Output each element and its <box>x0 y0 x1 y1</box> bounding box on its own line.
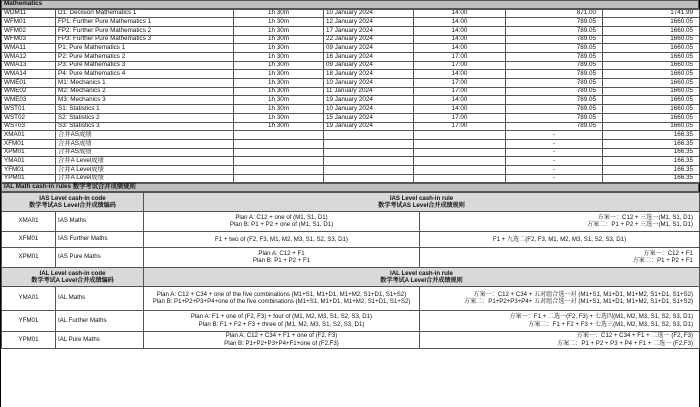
rule-plan-en <box>144 331 420 348</box>
exam-date: 12 January 2024 <box>324 18 414 27</box>
empty-cell <box>324 157 414 166</box>
cashin-code: YMA01 <box>2 157 56 166</box>
ias-rule-header-en: IAS Level cash-in rule <box>389 194 454 202</box>
exam-code: WME02 <box>2 87 56 96</box>
cashin-rules-table <box>1 192 700 349</box>
empty-cell <box>234 148 324 157</box>
cashin-rule-row <box>2 231 700 247</box>
exam-name: FP2: Further Pure Mathematics 2 <box>56 26 234 35</box>
exam-row <box>2 105 700 114</box>
empty-cell <box>234 139 324 148</box>
exam-name: S3: Statistics 3 <box>56 122 234 131</box>
exam-time: 14:00 <box>414 44 506 53</box>
cashin-code: YPM01 <box>2 174 56 183</box>
exam-fee-1: 789.05 <box>506 122 603 131</box>
exam-date: 18 January 2024 <box>324 70 414 79</box>
exam-code: WMA14 <box>2 70 56 79</box>
cashin-code: XMA01 <box>2 131 56 140</box>
exam-date: 16 January 2024 <box>324 53 414 62</box>
exam-row <box>2 96 700 105</box>
exam-name: S1: Statistics 1 <box>56 105 234 114</box>
cashin-rule-row <box>2 331 700 348</box>
cashin-fee-1: - <box>506 165 603 174</box>
plan-cn-line: 方案一：C12 + 三选一(M1, S1, D1) <box>597 213 693 221</box>
exam-date: 19 January 2024 <box>324 122 414 131</box>
exam-fee-1: 789.05 <box>506 61 603 70</box>
plan-en-line: Plan B: P1+P2+P3+P4+F1+one of (F2,F3) <box>224 339 339 347</box>
exam-time: 17:00 <box>414 122 506 131</box>
exam-code: WST01 <box>2 105 56 114</box>
exam-code: WST03 <box>2 122 56 131</box>
cashin-fee-1: - <box>506 174 603 183</box>
exam-duration: 1h 30m <box>234 53 324 62</box>
rule-name: IAL Further Maths <box>56 310 144 331</box>
exam-row <box>2 113 700 122</box>
cashin-fee-row <box>2 131 700 140</box>
rule-code: XMA01 <box>2 211 56 231</box>
empty-cell <box>414 174 506 183</box>
exam-fee-2: 1660.05 <box>603 26 700 35</box>
exam-time: 14:00 <box>414 96 506 105</box>
rule-code: YFM01 <box>2 310 56 331</box>
cashin-fee-1: - <box>506 139 603 148</box>
plan-cn-line: 方案二：P1 + P2 + P3 + P4 + F1 + 二选一 (F2,F3) <box>557 339 693 347</box>
cashin-fee-2: 166.35 <box>603 165 700 174</box>
exam-duration: 1h 30m <box>234 122 324 131</box>
exam-name: FP1: Further Pure Mathematics 1 <box>56 18 234 27</box>
plan-cn-line: F1 + 九选二(F2, F3, M1, M2, M3, S1, S2, S3, D1) <box>492 235 627 243</box>
empty-cell <box>324 165 414 174</box>
ias-code-header <box>2 192 144 211</box>
ial-code-header-en: IAL Level cash-in code <box>39 269 106 277</box>
exam-fee-2: 1660.05 <box>603 79 700 88</box>
exam-date: 19 January 2024 <box>324 96 414 105</box>
exam-duration: 1h 30m <box>234 44 324 53</box>
cashin-fee-2: 166.35 <box>603 157 700 166</box>
exam-name: P2: Pure Mathematics 2 <box>56 53 234 62</box>
rule-name: IAL Maths <box>56 286 144 310</box>
exam-row <box>2 18 700 27</box>
exam-name: D1: Decision Mathematics 1 <box>56 9 234 18</box>
exam-duration: 1h 30m <box>234 26 324 35</box>
exam-fee-1: 789.05 <box>506 70 603 79</box>
plan-en-line: F1 + two of (F2, F3, M1, M2, M3, S1, S2, S3, D1) <box>215 235 348 243</box>
exam-fee-2: 1660.05 <box>603 35 700 44</box>
cashin-name: 合并A Level成绩 <box>56 174 234 183</box>
exam-date: 10 January 2024 <box>324 79 414 88</box>
exam-row <box>2 9 700 18</box>
cashin-fee-row <box>2 148 700 157</box>
rule-plan-cn <box>420 310 700 331</box>
rule-plan-en <box>144 310 420 331</box>
ias-code-header-cn: 数学考试AS Level合并成绩编码 <box>29 201 116 209</box>
exam-date: 09 January 2024 <box>324 61 414 70</box>
cashin-fee-row <box>2 174 700 183</box>
exam-date: 22 January 2024 <box>324 35 414 44</box>
rule-name: IAL Pure Maths <box>56 331 144 348</box>
exam-time: 17:00 <box>414 61 506 70</box>
exam-code: WME01 <box>2 79 56 88</box>
empty-cell <box>234 157 324 166</box>
exam-time: 17:00 <box>414 53 506 62</box>
exam-fee-1: 789.05 <box>506 18 603 27</box>
cashin-code: XPM01 <box>2 148 56 157</box>
plan-cn-line: 方案一：F1 + 二选一(F2, F3) + 七选四(M1, M2, M3, S1, S2, S3, D1) <box>509 313 693 321</box>
empty-cell <box>414 148 506 157</box>
cashin-fee-1: - <box>506 148 603 157</box>
rule-plan-cn <box>420 247 700 267</box>
cashin-name: 合并A Level成绩 <box>56 157 234 166</box>
empty-cell <box>324 139 414 148</box>
ial-rule-header-cn: 数学考试A Level合并成绩规则 <box>380 276 463 284</box>
exam-code: WMA11 <box>2 44 56 53</box>
exam-date: 17 January 2024 <box>324 26 414 35</box>
exam-date: 10 January 2024 <box>324 9 414 18</box>
cashin-name: 合并A Level成绩 <box>56 165 234 174</box>
exam-fee-1: 789.05 <box>506 113 603 122</box>
empty-cell <box>324 174 414 183</box>
empty-cell <box>324 131 414 140</box>
exam-row <box>2 53 700 62</box>
rule-plan-cn <box>420 286 700 310</box>
rule-code: YPM01 <box>2 331 56 348</box>
plan-cn-line: 方案一：C12 + C34 + F1 + 二选一 (F2, F3) <box>576 332 693 340</box>
cashin-name: 合并AS成绩 <box>56 139 234 148</box>
cashin-rule-row <box>2 211 700 231</box>
rule-plan-cn <box>420 211 700 231</box>
rule-code: YMA01 <box>2 286 56 310</box>
exam-fee-1: 789.05 <box>506 105 603 114</box>
plan-cn-line: 方案二：F1 + F2 + F3 + 七选三(M1, M2, M3, S1, S2, S3, D1) <box>528 320 693 328</box>
empty-cell <box>324 148 414 157</box>
empty-cell <box>414 165 506 174</box>
exam-fee-2: 1660.05 <box>603 18 700 27</box>
exam-duration: 1h 30m <box>234 87 324 96</box>
exam-fee-1: 789.05 <box>506 44 603 53</box>
rule-plan-en <box>144 286 420 310</box>
cashin-fee-2: 166.35 <box>603 174 700 183</box>
exam-name: M2: Mechanics 2 <box>56 87 234 96</box>
cashin-code: YFM01 <box>2 165 56 174</box>
exam-fee-table <box>1 9 700 184</box>
exam-fee-1: 789.05 <box>506 96 603 105</box>
cashin-code: XFM01 <box>2 139 56 148</box>
exam-duration: 1h 30m <box>234 18 324 27</box>
section-title-cashin: IAL Math cash-in rules 数学考试合并成绩规则 <box>1 183 699 192</box>
plan-en-line: Plan A: C12 + C34 + F1 + one of (F2, F3) <box>225 332 338 340</box>
plan-en-line: Plan A: C12 + C34 + one of the five combinations (M1+S1, M1+D1, M1+M2, S1+D1, S1+S2) <box>156 290 407 298</box>
exam-duration: 1h 30m <box>234 70 324 79</box>
plan-en-line: Plan B: P1+P2+P3+P4+one of the five combinations (M1+S1, M1+D1, M1+M2, S1+D1, S1+S2) <box>152 298 411 306</box>
exam-time: 14:00 <box>414 35 506 44</box>
exam-fee-1: 789.05 <box>506 53 603 62</box>
plan-cn-line: 方案一：C12 + F1 <box>643 249 693 257</box>
exam-fee-2: 1660.05 <box>603 96 700 105</box>
exam-row <box>2 122 700 131</box>
exam-date: 09 January 2024 <box>324 44 414 53</box>
exam-fee-2: 1660.05 <box>603 61 700 70</box>
exam-time: 14:00 <box>414 105 506 114</box>
cashin-fee-1: - <box>506 157 603 166</box>
ias-rule-header <box>144 192 700 211</box>
rule-name: IAS Further Maths <box>56 231 144 247</box>
exam-duration: 1h 30m <box>234 79 324 88</box>
rule-plan-cn <box>420 231 700 247</box>
cashin-rule-row <box>2 286 700 310</box>
exam-row <box>2 87 700 96</box>
exam-duration: 1h 30m <box>234 35 324 44</box>
exam-code: WMA12 <box>2 53 56 62</box>
cashin-fee-row <box>2 157 700 166</box>
exam-fee-2: 1660.05 <box>603 70 700 79</box>
exam-name: M3: Mechanics 3 <box>56 96 234 105</box>
rule-plan-en <box>144 211 420 231</box>
exam-fee-2: 1660.05 <box>603 53 700 62</box>
exam-time: 14:00 <box>414 26 506 35</box>
cashin-name: 合并AS成绩 <box>56 131 234 140</box>
exam-duration: 1h 30m <box>234 113 324 122</box>
ial-code-header-cn: 数学考试A Level合并成绩编码 <box>31 276 114 284</box>
empty-cell <box>234 174 324 183</box>
cashin-fee-2: 166.35 <box>603 148 700 157</box>
plan-en-line: Plan A: C12 + one of (M1, S1, D1) <box>235 213 328 221</box>
rule-code: XPM01 <box>2 247 56 267</box>
ias-code-header-en: IAS Level cash-in code <box>39 194 106 202</box>
exam-time: 14:00 <box>414 9 506 18</box>
exam-duration: 1h 30m <box>234 96 324 105</box>
plan-cn-line: 方案二：P1 + P2 + 三选一(M1, S1, D1) <box>587 221 693 229</box>
rule-code: XFM01 <box>2 231 56 247</box>
exam-time: 17:00 <box>414 79 506 88</box>
exam-row <box>2 35 700 44</box>
exam-name: P1: Pure Mathematics 1 <box>56 44 234 53</box>
exam-code: WFM02 <box>2 26 56 35</box>
cashin-rule-row <box>2 247 700 267</box>
exam-code: WFM03 <box>2 35 56 44</box>
ial-header-row <box>2 267 700 286</box>
exam-fee-1: 789.05 <box>506 26 603 35</box>
plan-en-line: Plan A: F1 + one of (F2, F3) + four of (M1, M2, M3, S1, S2, S3, D1) <box>190 313 373 321</box>
ias-header-row <box>2 192 700 211</box>
exam-row <box>2 44 700 53</box>
rule-plan-cn <box>420 331 700 348</box>
exam-date: 11 January 2024 <box>324 87 414 96</box>
cashin-fee-row <box>2 165 700 174</box>
plan-cn-line: 方案二：P1+P2+P3+P4+ 五对组合选一对 (M1+S1, M1+D1, M1+M2, S1+D1, S1+S2) <box>463 298 693 306</box>
exam-name: S2: Statistics 2 <box>56 113 234 122</box>
exam-name: P4: Pure Mathematics 4 <box>56 70 234 79</box>
exam-date: 10 January 2024 <box>324 105 414 114</box>
exam-code: WMA13 <box>2 61 56 70</box>
cashin-fee-2: 166.35 <box>603 131 700 140</box>
cashin-fee-row <box>2 139 700 148</box>
exam-code: WST02 <box>2 113 56 122</box>
plan-cn-line: 方案二：P1 + P2 + F1 <box>632 257 693 265</box>
exam-fee-1: 789.05 <box>506 87 603 96</box>
exam-fee-2: 1660.05 <box>603 87 700 96</box>
ias-rule-header-cn: 数学考试AS Level合并成绩规则 <box>378 201 465 209</box>
plan-cn-line: 方案一：C12 + C34 + 五对组合选一对 (M1+S1, M1+D1, M1+M2, S1+D1, S1+S2) <box>473 290 693 298</box>
exam-name: M1: Mechanics 1 <box>56 79 234 88</box>
exam-row <box>2 26 700 35</box>
exam-fee-2: 1660.05 <box>603 122 700 131</box>
cashin-fee-2: 166.35 <box>603 139 700 148</box>
ial-rule-header <box>144 267 700 286</box>
exam-fee-2: 1660.05 <box>603 105 700 114</box>
empty-cell <box>414 157 506 166</box>
rule-plan-en <box>144 231 420 247</box>
exam-fee-2: 1741.99 <box>603 9 700 18</box>
exam-time: 14:00 <box>414 18 506 27</box>
exam-code: WFM01 <box>2 18 56 27</box>
plan-en-line: Plan B: F1 + F2 + F3 + three of (M1, M2, M3, S1, S2, S3, D1) <box>198 320 365 328</box>
ial-code-header <box>2 267 144 286</box>
rule-name: IAS Pure Maths <box>56 247 144 267</box>
exam-duration: 1h 30m <box>234 9 324 18</box>
exam-time: 17:00 <box>414 87 506 96</box>
exam-code: WDM11 <box>2 9 56 18</box>
exam-fee-2: 1660.05 <box>603 44 700 53</box>
exam-time: 14:00 <box>414 70 506 79</box>
rule-plan-en <box>144 247 420 267</box>
plan-en-line: Plan B: P1 + P2 + one of (M1, S1, D1) <box>229 221 334 229</box>
exam-row <box>2 61 700 70</box>
exam-code: WME03 <box>2 96 56 105</box>
empty-cell <box>234 131 324 140</box>
rule-name: IAS Maths <box>56 211 144 231</box>
exam-name: FP3: Further Pure Mathematics 3 <box>56 35 234 44</box>
exam-row <box>2 70 700 79</box>
exam-time: 17:00 <box>414 113 506 122</box>
exam-row <box>2 79 700 88</box>
exam-fee-1: 871.00 <box>506 9 603 18</box>
empty-cell <box>234 165 324 174</box>
exam-fee-2: 1660.05 <box>603 113 700 122</box>
cashin-fee-1: - <box>506 131 603 140</box>
cashin-rule-row <box>2 310 700 331</box>
exam-fee-1: 789.05 <box>506 35 603 44</box>
exam-duration: 1h 30m <box>234 61 324 70</box>
empty-cell <box>414 139 506 148</box>
plan-en-line: Plan A: C12 + F1 <box>258 249 305 257</box>
ial-rule-header-en: IAL Level cash-in rule <box>390 269 453 277</box>
plan-en-line: Plan B: P1 + P2 + F1 <box>252 257 311 265</box>
exam-name: P3: Pure Mathematics 3 <box>56 61 234 70</box>
exam-fee-1: 789.05 <box>506 79 603 88</box>
section-title-mathematics: Mathematics <box>1 0 699 9</box>
cashin-name: 合并AS成绩 <box>56 148 234 157</box>
exam-duration: 1h 30m <box>234 105 324 114</box>
exam-date: 15 January 2024 <box>324 113 414 122</box>
empty-cell <box>414 131 506 140</box>
